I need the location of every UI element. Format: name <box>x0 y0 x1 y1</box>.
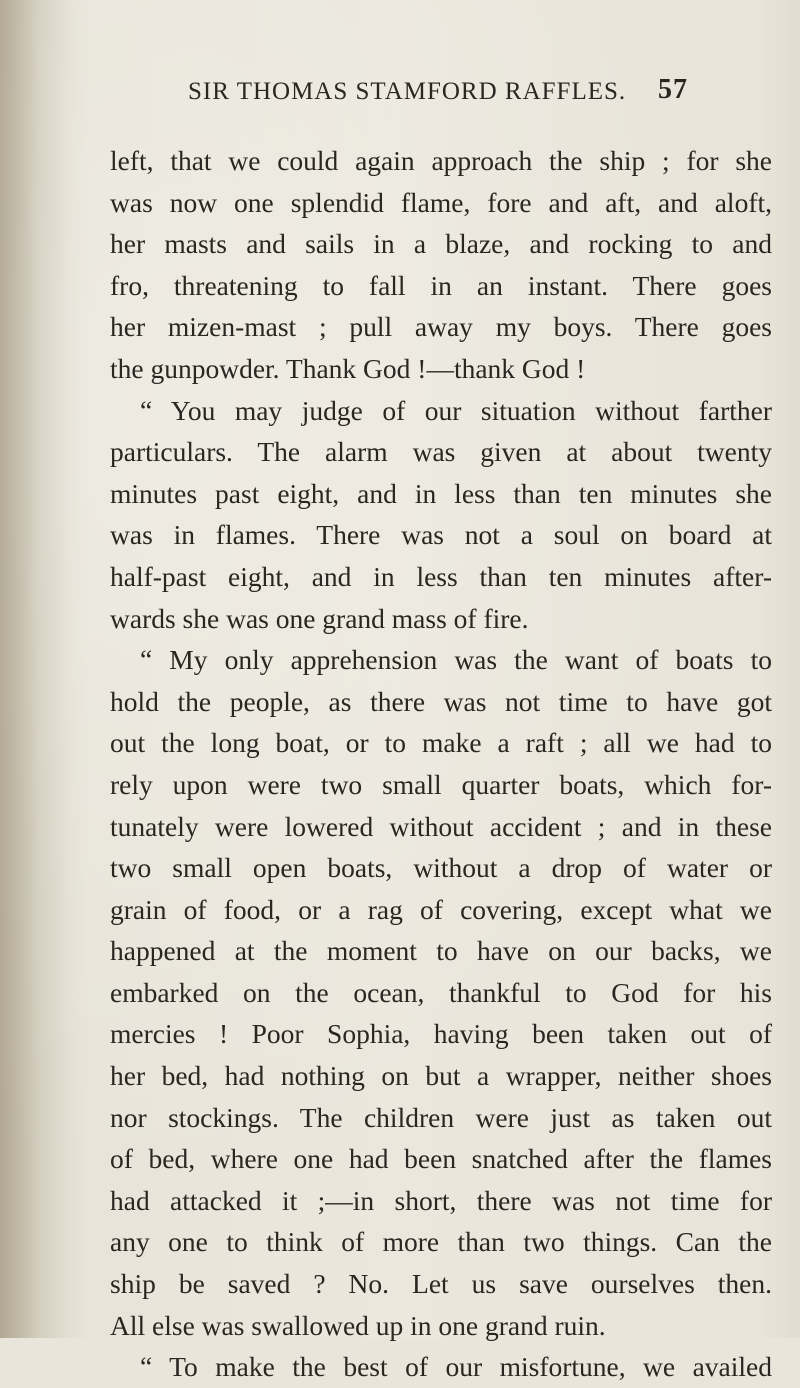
text-line: the gunpowder. Thank God !—thank God ! <box>110 352 586 384</box>
text-line: out the long boat, or to make a raft ; all we had to <box>110 727 772 759</box>
running-head <box>188 74 688 118</box>
text-line: left, that we could again approach the ship ; for she <box>110 145 772 176</box>
text-line: of bed, where one had been snatched after the flames <box>110 1143 772 1175</box>
text-line: All else was swallowed up in one grand ruin. <box>110 1309 606 1341</box>
binding-shadow <box>0 0 70 1338</box>
text-line: hold the people, as there was not time to have got <box>110 685 772 717</box>
text-line: was in flames. There was not a soul on board at <box>110 519 772 551</box>
text-line: any one to think of more than two things. Can the <box>110 1226 772 1258</box>
text-line: mercies ! Poor Sophia, having been taken out of <box>110 1018 772 1050</box>
text-line: embarked on the ocean, thankful to God for his <box>110 976 772 1008</box>
text-line: happened at the moment to have on our backs, we <box>110 935 772 967</box>
text-line: “ My only apprehension was the want of boats to <box>140 644 772 676</box>
text-line: was now one splendid flame, fore and aft, and aloft, <box>110 186 772 218</box>
text-line: ship be saved ? No. Let us save ourselves then. <box>110 1268 772 1300</box>
body-text <box>110 140 772 1388</box>
text-line: rely upon were two small quarter boats, which for- <box>110 768 772 800</box>
text-line: nor stockings. The children were just as taken out <box>110 1101 772 1133</box>
text-line: half-past eight, and in less than ten minutes after- <box>110 560 772 592</box>
text-line: her masts and sails in a blaze, and rocking to and <box>110 228 772 260</box>
text-line: wards she was one grand mass of fire. <box>110 602 529 634</box>
text-line: fro, threatening to fall in an instant. There goes <box>110 269 772 301</box>
text-line: tunately were lowered without accident ; and in these <box>110 810 772 842</box>
text-line: two small open boats, without a drop of water or <box>110 852 772 884</box>
page-number: 57 <box>658 74 688 105</box>
text-line: “ To make the best of our misfortune, we availed <box>140 1351 772 1383</box>
text-line: grain of food, or a rag of covering, except what we <box>110 893 772 925</box>
text-line: had attacked it ;—in short, there was not time for <box>110 1184 772 1216</box>
text-line: her bed, had nothing on but a wrapper, neither shoes <box>110 1060 772 1092</box>
text-line: minutes past eight, and in less than ten minutes she <box>110 477 772 509</box>
running-head-title: SIR THOMAS STAMFORD RAFFLES. <box>188 78 627 105</box>
text-line: “ You may judge of our situation without farther <box>140 394 772 426</box>
text-line: particulars. The alarm was given at about twenty <box>110 436 772 468</box>
text-line: her mizen-mast ; pull away my boys. There goes <box>110 311 772 343</box>
